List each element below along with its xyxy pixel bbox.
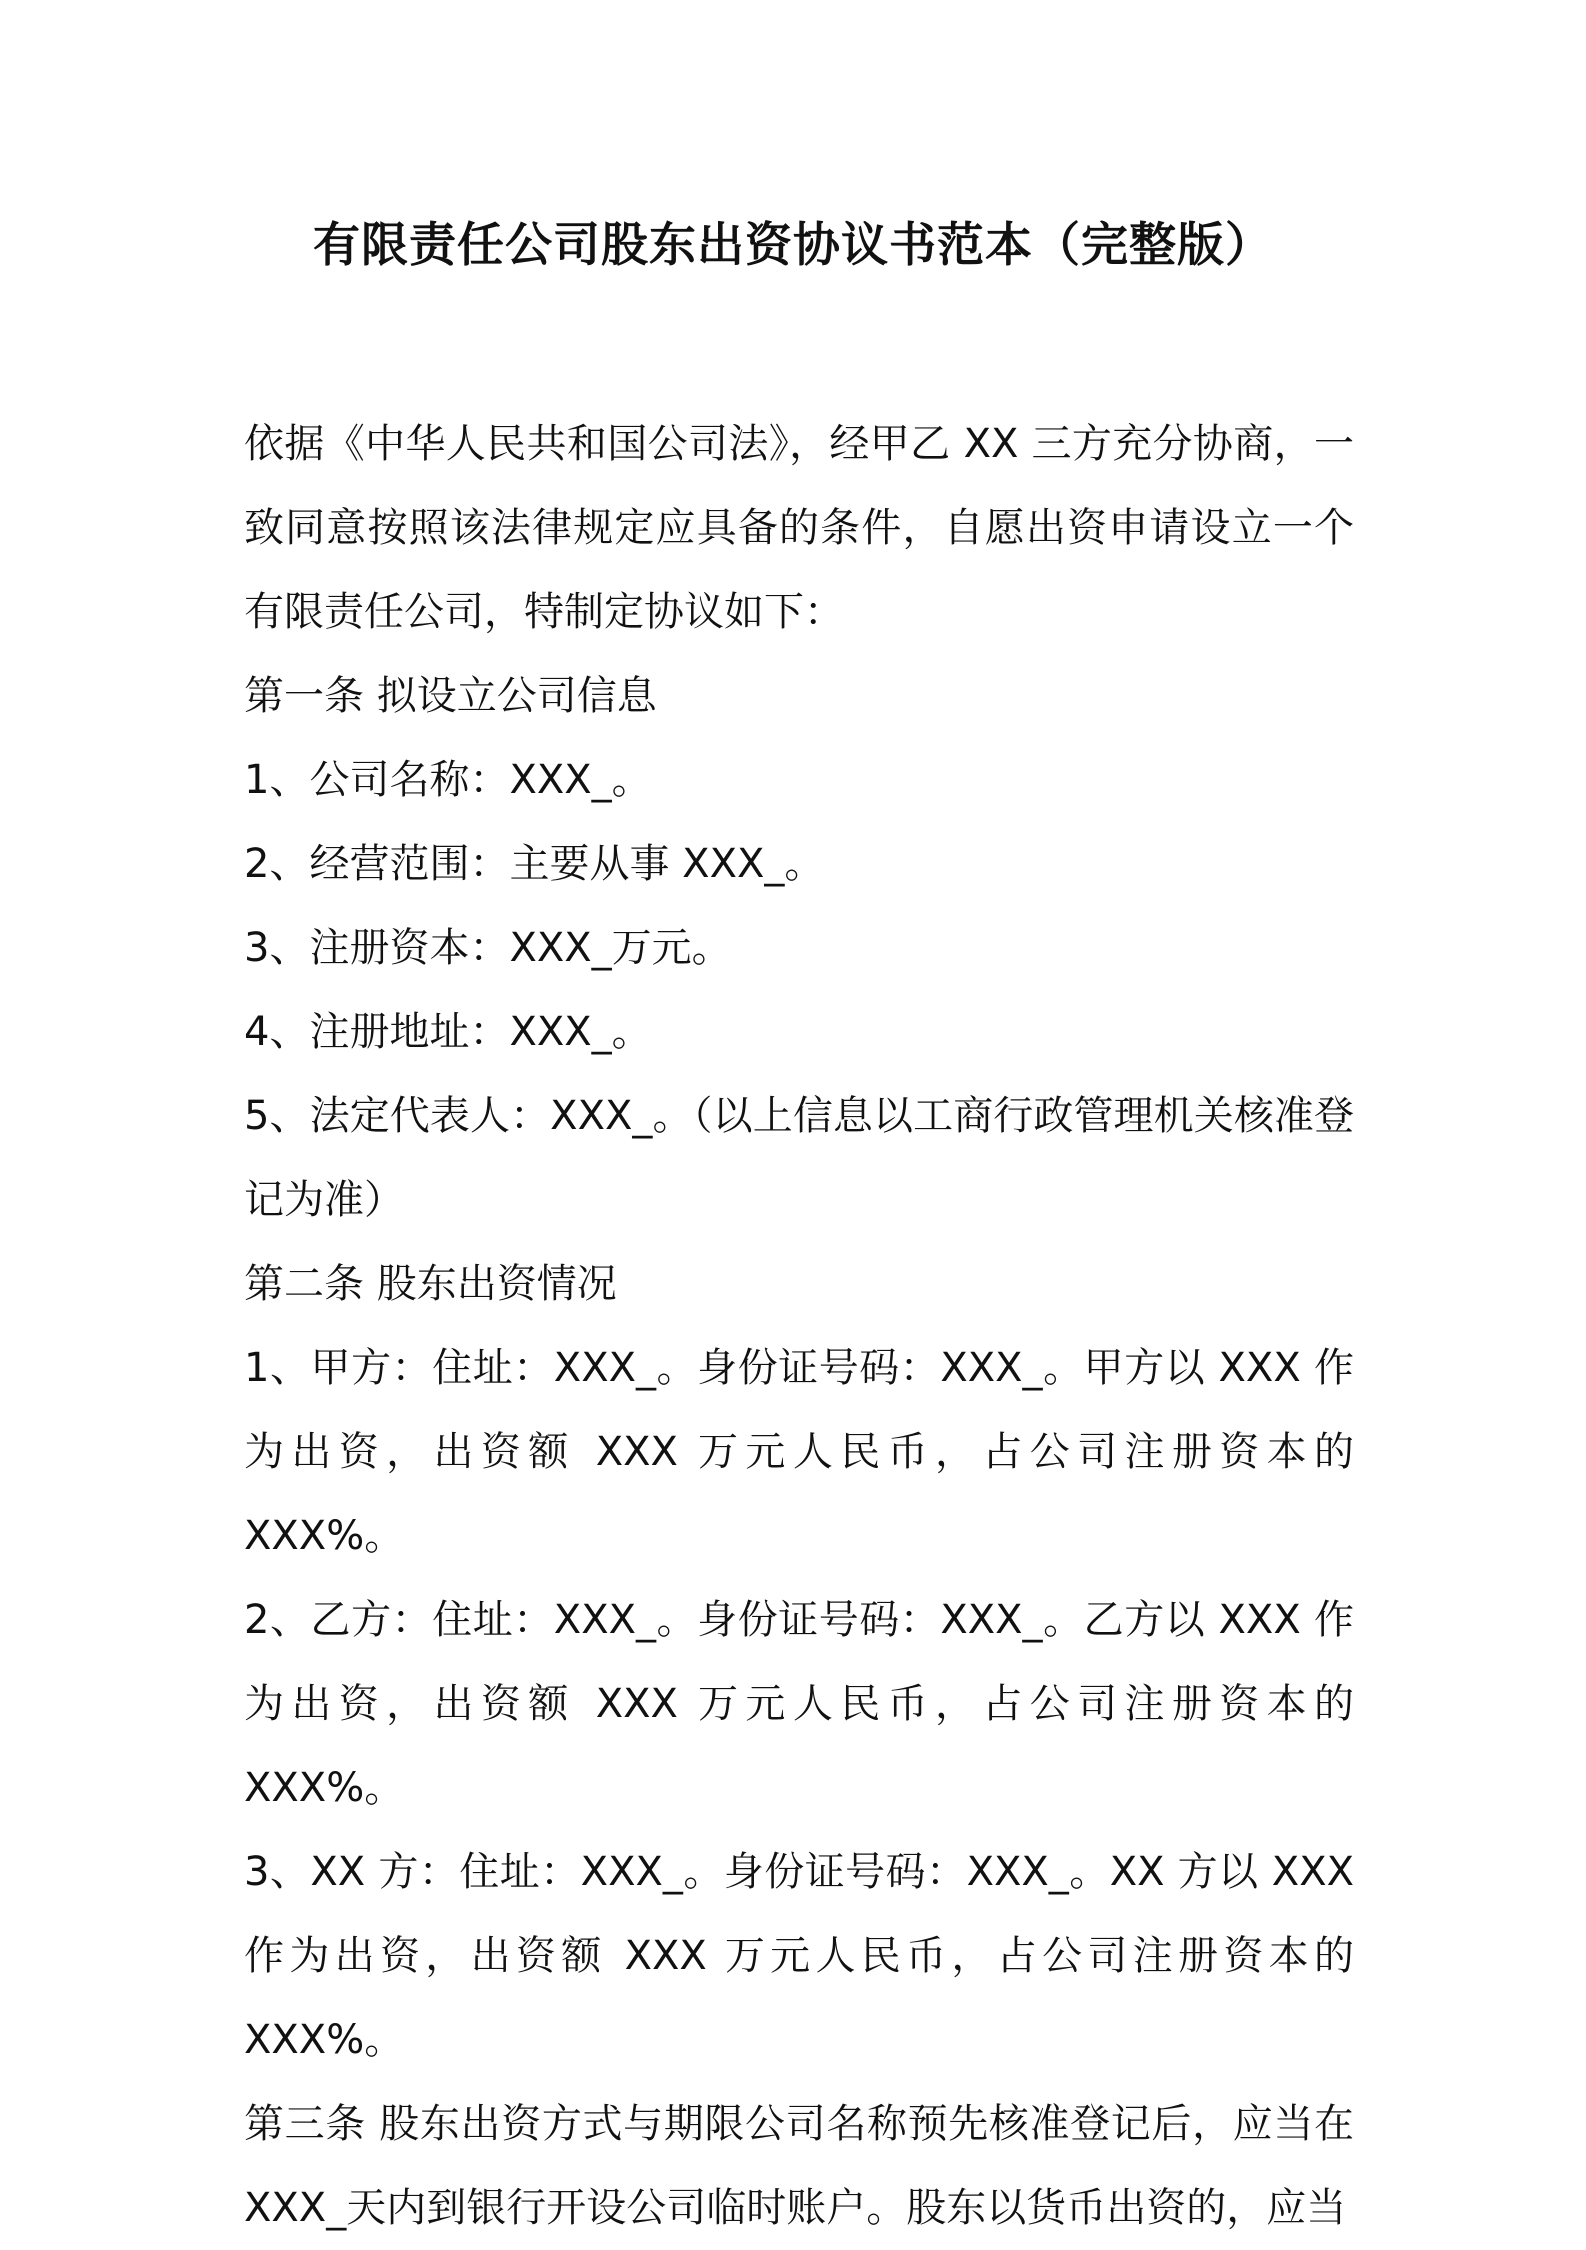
article-2-item-1: 1、甲方：住址：XXX_。身份证号码：XXX_。甲方以 XXX 作为出资，出资额 XXX 万元人民币，占公司注册资本的 XXX%。 bbox=[244, 1345, 1354, 1559]
article-1-item-3: 3、注册资本：XXX_万元。 bbox=[244, 925, 732, 971]
document-title: 有限责任公司股东出资协议书范本（完整版） bbox=[313, 218, 1273, 273]
article-3-paragraph: 第三条 股东出资方式与期限公司名称预先核准登记后，应当在 XXX_天内到银行开设公司临时账户。股东以货币出资的，应当 bbox=[244, 2101, 1354, 2231]
article-2-item-3: 3、XX 方：住址：XXX_。身份证号码：XXX_。XX 方以 XXX 作为出资，出资额 XXX 万元人民币，占公司注册资本的 XXX%。 bbox=[244, 1849, 1354, 2063]
article-1-heading: 第一条 拟设立公司信息 bbox=[244, 673, 657, 719]
document-body bbox=[244, 402, 1354, 2250]
article-2-heading: 第二条 股东出资情况 bbox=[244, 1261, 617, 1307]
preamble-paragraph: 依据《中华人民共和国公司法》，经甲乙 XX 三方充分协商，一致同意按照该法律规定应具备的条件，自愿出资申请设立一个有限责任公司，特制定协议如下： bbox=[244, 421, 1354, 635]
article-1-item-2: 2、经营范围：主要从事 XXX_。 bbox=[244, 841, 825, 887]
article-1-item-4: 4、注册地址：XXX_。 bbox=[244, 1009, 652, 1055]
article-1-item-1: 1、公司名称：XXX_。 bbox=[244, 757, 652, 803]
article-2-item-2: 2、乙方：住址：XXX_。身份证号码：XXX_。乙方以 XXX 作为出资，出资额 XXX 万元人民币，占公司注册资本的 XXX%。 bbox=[244, 1597, 1354, 1811]
article-1-item-5: 5、法定代表人：XXX_。（以上信息以工商行政管理机关核准登记为准） bbox=[244, 1093, 1354, 1223]
